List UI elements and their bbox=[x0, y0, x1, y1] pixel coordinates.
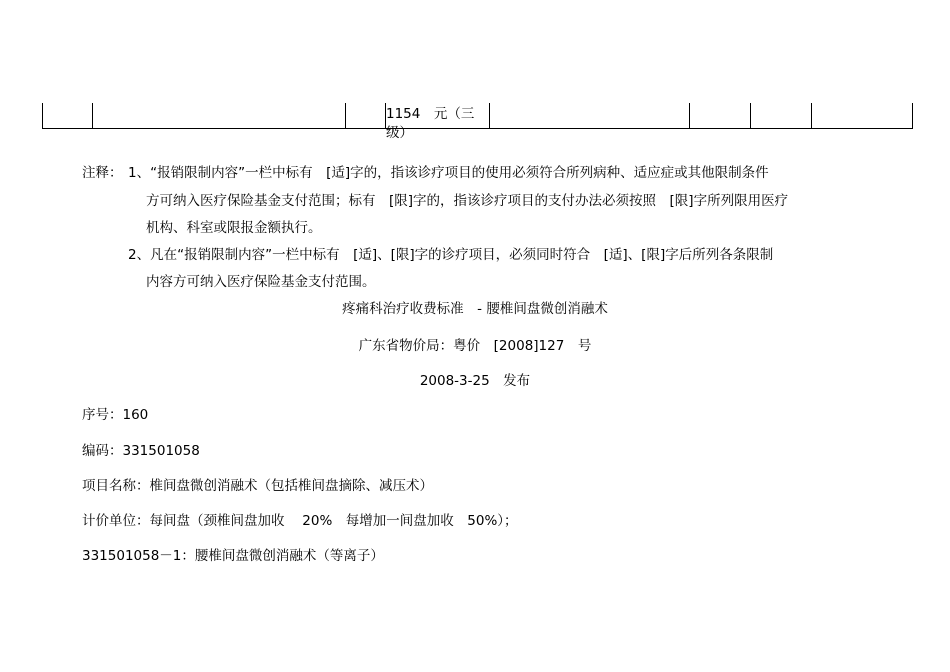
pricing-unit-label: 计价单位： bbox=[82, 513, 150, 529]
table-column-divider bbox=[811, 103, 812, 129]
table-column-divider bbox=[92, 103, 93, 129]
sub-item-line: 331501058－1：腰椎间盘微创消融术（等离子） bbox=[82, 548, 384, 564]
code-value: 331501058 bbox=[122, 443, 200, 459]
publish-date: 2008-3-25 发布 bbox=[419, 373, 531, 389]
issuing-authority: 广东省物价局：粤价 [2008]127 号 bbox=[358, 338, 592, 354]
sequence-label: 序号： bbox=[82, 407, 123, 423]
code-label: 编码： bbox=[82, 443, 123, 459]
price-cell bbox=[386, 105, 488, 143]
note-2-line: 2、凡在“报销限制内容”一栏中标有 [适]、[限]字的诊疗项目，必须同时符合 [适]、[限]字后所列各条限制 bbox=[128, 247, 774, 263]
notes-label: 注释： bbox=[82, 165, 123, 181]
item-name-value: 椎间盘微创消融术（包括椎间盘摘除、减压术） bbox=[149, 478, 433, 494]
table-column-divider bbox=[689, 103, 690, 129]
pricing-unit-value: 每间盘（颈椎间盘加收 20% 每增加一间盘加收 50%）； bbox=[149, 513, 518, 529]
price-cell-line: 级） bbox=[386, 125, 413, 141]
note-1-line: 1、“报销限制内容”一栏中标有 [适]字的，指该诊疗项目的使用必须符合所列病种、适应症或其他限制条件 bbox=[128, 165, 769, 181]
note-1-line: 机构、科室或限报金额执行。 bbox=[146, 220, 322, 236]
item-name-label: 项目名称： bbox=[82, 478, 150, 494]
document-title: 疼痛科治疗收费标准 - 腰椎间盘微创消融术 bbox=[342, 301, 608, 317]
table-column-divider bbox=[912, 103, 913, 129]
pricing-unit-field bbox=[82, 511, 518, 531]
code-field bbox=[82, 441, 200, 461]
price-cell-line: 1154 元（三 bbox=[386, 106, 475, 122]
table-column-divider bbox=[345, 103, 346, 129]
note-1-line: 方可纳入医疗保险基金支付范围；标有 [限]字的，指该诊疗项目的支付办法必须按照 [限]字所列限用医疗 bbox=[146, 193, 789, 209]
table-column-divider bbox=[750, 103, 751, 129]
table-column-divider bbox=[489, 103, 490, 129]
sequence-field bbox=[82, 405, 148, 425]
item-name-field bbox=[82, 476, 433, 496]
note-2-line: 内容方可纳入医疗保险基金支付范围。 bbox=[146, 274, 376, 290]
table-column-divider bbox=[42, 103, 43, 129]
sequence-value: 160 bbox=[122, 407, 149, 423]
